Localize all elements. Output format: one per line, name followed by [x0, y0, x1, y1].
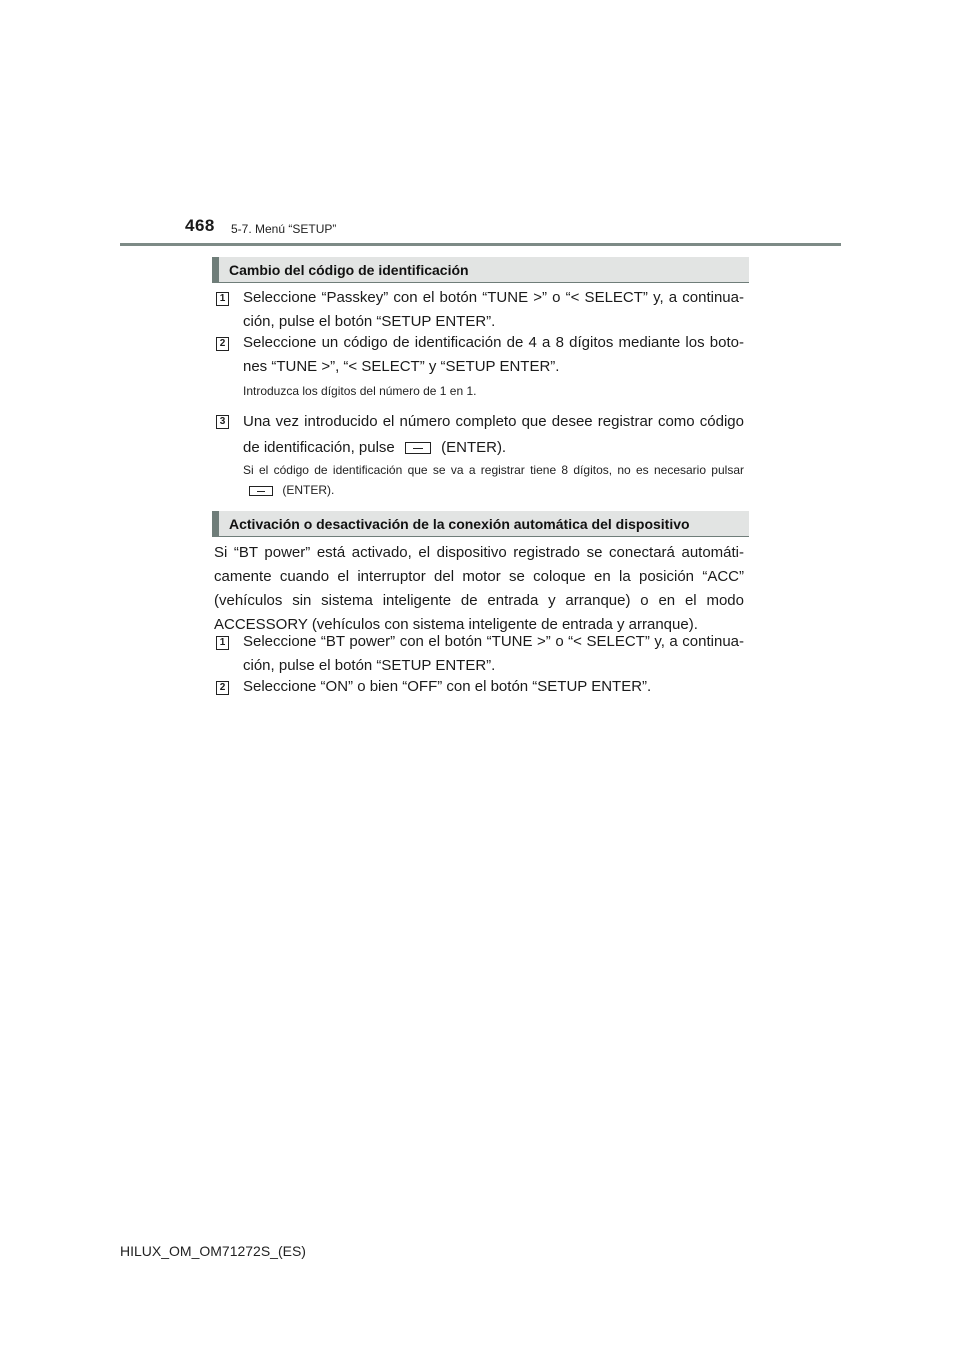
step-number-box: 2 — [216, 681, 229, 695]
section-title: Cambio del código de identificación — [229, 261, 469, 278]
section-underline — [212, 282, 749, 283]
step-number-box: 1 — [216, 636, 229, 650]
step-number-box: 2 — [216, 337, 229, 351]
footer-doc-code: HILUX_OM_OM71272S_(ES) — [120, 1243, 306, 1259]
step-text-after: (ENTER). — [441, 439, 507, 456]
step-text: Seleccione “BT power” con el botón “TUNE >” o “< SELECT” y, a continua-ción, pulse el botón “SETUP ENTER”. — [243, 633, 744, 674]
section-underline — [212, 536, 749, 537]
page-number: 468 — [185, 216, 215, 235]
step-text: Seleccione un código de identificación de 4 a 8 dígitos mediante los boto-nes “TUNE >”, “< SELECT” y “SETUP ENTER”. — [243, 334, 744, 375]
step-text-before: Una vez introducido el número completo que desee registrar como código de identificación, pulse — [243, 413, 744, 456]
enter-button-icon — [249, 486, 273, 496]
step-text: Seleccione “ON” o bien “OFF” con el botón “SETUP ENTER”. — [243, 678, 652, 695]
header-rule — [120, 243, 841, 246]
enter-button-icon — [405, 442, 431, 454]
note-text-after: (ENTER). — [282, 483, 335, 497]
section-intro: Si “BT power” está activado, el dispositivo registrado se conectará automáti-camente cuando el interruptor del motor se coloque en la posición “ACC” (vehículos sin sistema inteligente de entrada y arranque) o en el modo ACCESSORY (vehículos con sistema inteligente de entrada y arranque). — [214, 544, 744, 633]
note-text-before: Si el código de identificación que se va a registrar tiene 8 dígitos, no es necesario pulsar — [243, 463, 744, 477]
section-title: Activación o desactivación de la conexión automática del dispositivo — [229, 515, 690, 532]
step-note — [243, 460, 744, 500]
step-note: Introduzca los dígitos del número de 1 en 1. — [243, 384, 477, 398]
section-heading-auto-connection — [212, 511, 749, 536]
step-number-box: 1 — [216, 292, 229, 306]
step-text: Seleccione “Passkey” con el botón “TUNE >” o “< SELECT” y, a continua-ción, pulse el botón “SETUP ENTER”. — [243, 289, 744, 330]
step-text — [243, 409, 744, 461]
chapter-title: 5-7. Menú “SETUP” — [231, 222, 337, 236]
step-number-box: 3 — [216, 415, 229, 429]
section-heading-identification-code — [212, 257, 749, 282]
